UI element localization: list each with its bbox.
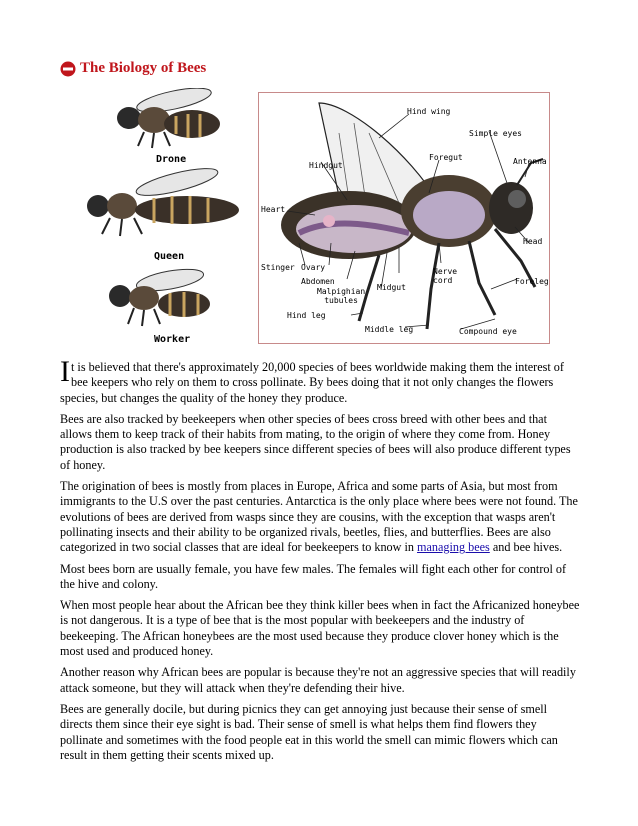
label-stinger: Stinger <box>261 263 295 272</box>
managing-bees-link[interactable]: managing bees <box>417 540 490 555</box>
paragraph-7: Bees are generally docile, but during picnics they can get annoying just because their sense of smell directs them since their eye sight is bad. Their sense of smell is what helps them find flowers they pollinate and sometimes with the food people eat in this world the smell can mimic flowers which can result in them getting their scents mixed up. <box>60 701 558 762</box>
label-malpighian-tubules: Malpighian tubules <box>317 287 366 305</box>
label-foregut: Foregut <box>429 153 463 162</box>
label-abdomen: Abdomen <box>301 277 335 286</box>
paragraph-3-text-after: and bee hives. <box>489 540 563 555</box>
paragraph-5: When most people hear about the African bee they think killer bees when in fact the Africanized honeybee is not dangerous. It is a type of bee that is the most popular with beekeepers and the industry of beekeeping. The African honeybees are the most used because they produce clover honey which is the most used and produced honey. <box>60 598 580 659</box>
caste-label-drone: Drone <box>156 154 187 165</box>
paragraph-3 <box>60 479 580 555</box>
label-middle-leg: Middle leg <box>365 325 414 334</box>
caste-label-worker: Worker <box>154 334 191 345</box>
drone-bee-illustration <box>104 88 234 150</box>
label-midgut: Midgut <box>377 283 406 292</box>
drop-cap: I <box>60 355 70 388</box>
red-circle-arrow-icon <box>60 61 76 77</box>
caste-label-queen: Queen <box>154 251 185 262</box>
label-compound-eye: Compound eye <box>459 327 517 336</box>
paragraph-3-text-before: The origination of bees is mostly from places in Europe, Africa and some parts of Asia, but most from immigrants to the U.S over the past centuries. Antarctica is the only place where bees were not found. The evolutions of bees are derived from wasps since they are cousins, with the exception that wasps aren't pollinating insects and their ability to be organized rivals, beetles, flies, and butterflies. Bees are also categorized in two social classes that are ideal for beekeepers to know in <box>60 479 578 555</box>
label-foreleg: Foreleg <box>515 277 549 286</box>
label-heart: Heart <box>261 205 286 214</box>
label-antenna: Antenna <box>513 157 547 166</box>
paragraph-2: Bees are also tracked by beekeepers when other species of bees cross breed with other bees and that allows them to keep track of their habits from mating, to the origin of where they come from. Honey production is also tracked by bee keepers since different species of bees will also produce different types of honey. <box>60 411 571 472</box>
bee-anatomy-figure <box>78 88 552 348</box>
page-title: The Biology of Bees <box>80 60 207 76</box>
label-nerve-cord: Nerve cord <box>433 267 458 285</box>
label-hind-wing: Hind wing <box>407 107 451 116</box>
label-hindgut: Hindgut <box>309 161 343 170</box>
paragraph-1-text: t is believed that there's approximately 20,000 species of bees worldwide making them the interest of bee keepers who rely on them to cross pollinate. By bees doing that it not only changes the flowers species, but changes the quality of the honey they produce. <box>60 360 564 405</box>
label-ovary: Ovary <box>301 263 326 272</box>
worker-bee-illustration <box>106 266 226 330</box>
paragraph-6: Another reason why African bees are popular is because they're not an aggressive species that will readily attack someone, but they will attack when they're defending their hive. <box>60 665 576 695</box>
label-head: Head <box>523 237 543 246</box>
label-hind-leg: Hind leg <box>287 311 326 320</box>
label-simple-eyes: Simple eyes <box>469 129 522 138</box>
bee-cutaway-diagram <box>258 92 550 344</box>
queen-bee-illustration <box>82 168 252 238</box>
page-header <box>60 60 206 77</box>
paragraph-1 <box>60 355 580 406</box>
article-body <box>60 355 580 769</box>
paragraph-4: Most bees born are usually female, you have few males. The females will fight each other for control of the hive and colony. <box>60 561 567 591</box>
bee-castes-illustration <box>78 88 258 348</box>
